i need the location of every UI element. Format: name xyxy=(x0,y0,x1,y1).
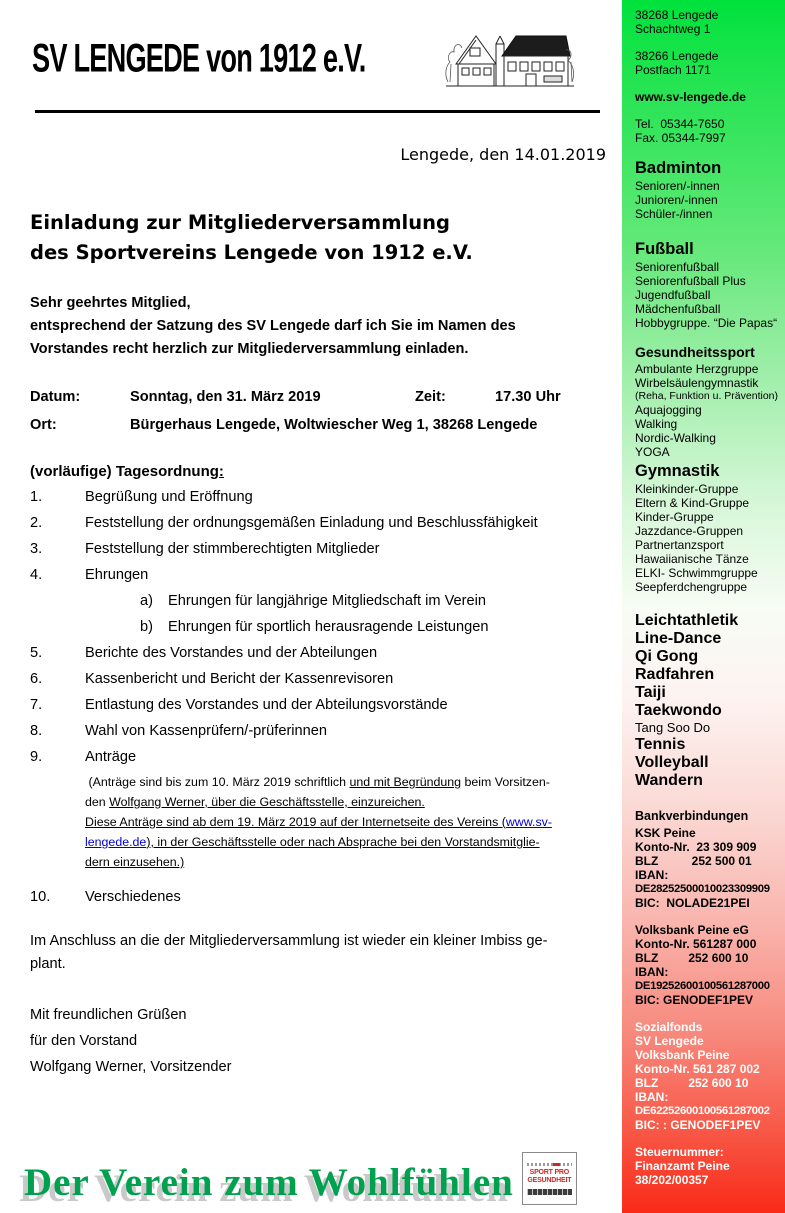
sidebar-block xyxy=(635,343,782,459)
ort-value: Bürgerhaus Lengede, Woltwiescher Weg 1, 38268 Lengede xyxy=(130,417,538,433)
sidebar-line: Taekwondo xyxy=(635,702,722,719)
sidebar-line: ELKI- Schwimmgruppe xyxy=(635,566,758,580)
sidebar-line: 38266 Lengede xyxy=(635,49,719,63)
zeit-value: 17.30 Uhr xyxy=(495,389,561,405)
note-text: ), in der Geschäftsstelle oder nach Absprache bei den Vorstandsmitglie- xyxy=(146,835,540,849)
datum-value: Sonntag, den 31. März 2019 xyxy=(130,389,321,405)
sidebar-line: Kinder-Gruppe xyxy=(635,510,714,524)
letter-title-line1: Einladung zur Mitgliederversammlung xyxy=(30,211,450,234)
sidebar-line: (Reha, Funktion u. Prävention) xyxy=(635,390,778,402)
closing-line: Wolfgang Werner, Vorsitzender xyxy=(30,1059,232,1075)
sidebar-line: Junioren/-innen xyxy=(635,193,718,207)
agenda-note-line xyxy=(85,852,622,872)
club-logo-text: SV LENGEDE von 1912 e.V. xyxy=(32,36,366,81)
quality-seal-stamp xyxy=(522,1152,577,1205)
agenda-subitem xyxy=(140,588,622,614)
agenda-heading xyxy=(30,463,622,480)
sidebar-line: Schachtweg 1 xyxy=(635,22,711,36)
agenda-item xyxy=(30,536,622,562)
sidebar-line: Wirbelsäulengymnastik xyxy=(635,376,759,390)
sidebar-line: Eltern & Kind-Gruppe xyxy=(635,496,750,510)
sidebar-line: Badminton xyxy=(635,159,722,177)
sidebar-line: Gymnastik xyxy=(635,462,720,480)
meta-ort-row xyxy=(30,411,622,439)
agenda-item-text: Kassenbericht und Bericht der Kassenrevisoren xyxy=(85,671,394,687)
note-text: den xyxy=(85,795,110,809)
note-text: Diese Anträge sind ab dem 19. März 2019 auf der Internetseite des Vereins ( xyxy=(85,815,506,829)
sidebar-block xyxy=(635,808,782,824)
ort-label: Ort: xyxy=(30,417,57,433)
sidebar-block xyxy=(635,826,782,910)
agenda-item-text: Feststellung der ordnungsgemäßen Einladung und Beschlussfähigkeit xyxy=(85,515,538,531)
footer-slogan: Der Verein zum Wohlfühlen xyxy=(24,1161,514,1204)
intro-line: entsprechend der Satzung des SV Lengede darf ich Sie im Namen des xyxy=(30,318,516,334)
sidebar-line: SV Lengede xyxy=(635,1034,704,1048)
sidebar-line: Kleinkinder-Gruppe xyxy=(635,482,739,496)
sidebar-line: Schüler-/innen xyxy=(635,207,713,221)
sidebar-line: IBAN: xyxy=(635,868,669,882)
sidebar-line: Volksbank Peine xyxy=(635,1048,730,1062)
agenda-item-number: 5. xyxy=(30,645,43,661)
meta-datum-row xyxy=(30,383,622,411)
sidebar-line: Hawaiianische Tänze xyxy=(635,552,749,566)
sidebar-line: Qi Gong xyxy=(635,648,699,665)
datum-label: Datum: xyxy=(30,389,81,405)
sidebar-line: Postfach 1171 xyxy=(635,63,711,77)
sidebar-line: Leichtathletik xyxy=(635,612,739,629)
agenda-list xyxy=(30,484,622,910)
agenda-heading-text: (vorläufige) Tagesordnun xyxy=(30,463,210,480)
agenda-item xyxy=(30,484,622,510)
agenda-item-text: Ehrungen xyxy=(85,567,149,583)
agenda-note xyxy=(85,772,622,872)
note-link[interactable]: lengede.de xyxy=(85,835,147,849)
sidebar-line: Nordic-Walking xyxy=(635,431,716,445)
sidebar-line: IBAN: xyxy=(635,965,669,979)
clubhouse-illustration xyxy=(440,24,580,98)
intro-paragraph xyxy=(30,292,622,361)
sidebar-line: www.sv-lengede.de xyxy=(635,90,746,104)
sidebar-line: 38268 Lengede xyxy=(635,8,719,22)
agenda-item xyxy=(30,640,622,666)
sidebar-line: Mädchenfußball xyxy=(635,302,721,316)
agenda-item-number: 6. xyxy=(30,671,43,687)
sidebar-line: Tang Soo Do xyxy=(635,720,711,735)
zeit-label: Zeit: xyxy=(415,389,446,405)
imbiss-line: Im Anschluss an die der Mitgliederversammlung ist wieder ein kleiner Imbiss ge- xyxy=(30,933,548,949)
closing-line: Mit freundlichen Grüßen xyxy=(30,1007,187,1023)
agenda-item-number: 10. xyxy=(30,889,51,905)
sidebar-block xyxy=(635,612,782,790)
sidebar-line: Seepferdchengruppe xyxy=(635,580,748,594)
agenda-item-text: Verschiedenes xyxy=(85,889,181,905)
agenda-item-number: 9. xyxy=(30,749,43,765)
sidebar-line: Fax. 05344-7997 xyxy=(635,131,726,145)
intro-line: Sehr geehrtes Mitglied, xyxy=(30,295,191,311)
sidebar-block xyxy=(635,49,782,77)
sidebar-line: KSK Peine xyxy=(635,826,696,840)
agenda-item-text: Entlastung des Vorstandes und der Abteilungsvorstände xyxy=(85,697,448,713)
sidebar-line: BLZ 252 600 10 xyxy=(635,1076,749,1090)
sidebar-line: Jazzdance-Gruppen xyxy=(635,524,744,538)
sidebar-line: Fußball xyxy=(635,240,694,258)
intro-line: Vorstandes recht herzlich zur Mitgliederversammlung einladen. xyxy=(30,341,469,357)
agenda-note-line xyxy=(85,812,622,832)
letter-title xyxy=(30,208,622,268)
sidebar-line: BIC: : GENODEF1PEV xyxy=(635,1118,761,1132)
sidebar-line: DE28252500010023309909 xyxy=(635,883,770,895)
note-text: Wolfgang Werner, über die Geschäftsstelle, einzureichen. xyxy=(109,795,425,809)
agenda-note-line xyxy=(85,832,622,852)
sidebar-block xyxy=(635,8,782,36)
stamp-text-line2: GESUNDHEIT xyxy=(527,1176,572,1184)
note-text: (Anträge sind bis zum 10. März 2019 schriftlich xyxy=(85,775,350,789)
agenda-item xyxy=(30,718,622,744)
sidebar-line: Finanzamt Peine xyxy=(635,1159,730,1173)
sidebar-block xyxy=(635,1020,782,1132)
imbiss-paragraph xyxy=(30,930,622,976)
sidebar-line: Partnertanzsport xyxy=(635,538,724,552)
agenda-item-text: Feststellung der stimmberechtigten Mitglieder xyxy=(85,541,380,557)
agenda-subitem-text: Ehrungen für sportlich herausragende Leistungen xyxy=(168,619,489,635)
sidebar-line: Line-Dance xyxy=(635,630,722,647)
agenda-item-text: Berichte des Vorstandes und der Abteilungen xyxy=(85,645,378,661)
agenda-item-text: Wahl von Kassenprüfern/-prüferinnen xyxy=(85,723,328,739)
agenda-item xyxy=(30,692,622,718)
sidebar-line: BIC: NOLADE21PEI xyxy=(635,896,750,910)
sidebar-block xyxy=(635,239,782,330)
sidebar-line: BIC: GENODEF1PEV xyxy=(635,993,754,1007)
sidebar-line: Tennis xyxy=(635,736,686,753)
agenda-note-line xyxy=(85,772,622,792)
sidebar-line: Walking xyxy=(635,417,678,431)
agenda-item-number: 4. xyxy=(30,567,43,583)
sidebar-line: Tel. 05344-7650 xyxy=(635,117,725,131)
agenda-subitem xyxy=(140,614,622,640)
sidebar-line: Bankverbindungen xyxy=(635,809,749,823)
sidebar-line: Volksbank Peine eG xyxy=(635,923,749,937)
agenda-heading-colon: g: xyxy=(209,463,224,480)
note-text: und mit Begründung xyxy=(349,775,462,789)
sidebar-line: IBAN: xyxy=(635,1090,669,1104)
sidebar-line: Jugendfußball xyxy=(635,288,711,302)
agenda-item-number: 2. xyxy=(30,515,43,531)
sidebar-line: Konto-Nr. 561 287 002 xyxy=(635,1062,760,1076)
agenda-item-number: 7. xyxy=(30,697,43,713)
sidebar-line: Seniorenfußball Plus xyxy=(635,274,746,288)
letterhead xyxy=(32,24,580,98)
sidebar-line: Steuernummer: xyxy=(635,1145,724,1159)
sidebar-line: Sozialfonds xyxy=(635,1020,703,1034)
page-footer xyxy=(24,1152,572,1205)
sidebar-line: Hobbygruppe. “Die Papas“ xyxy=(635,316,778,330)
sidebar-line: Senioren/-innen xyxy=(635,179,720,193)
agenda-item-text: Begrüßung und Eröffnung xyxy=(85,489,253,505)
sidebar-block xyxy=(635,461,782,594)
agenda-item xyxy=(30,744,622,770)
sidebar xyxy=(622,0,785,1213)
note-text: beim Vorsitzen- xyxy=(461,775,550,789)
agenda-item-number: 8. xyxy=(30,723,43,739)
meeting-meta xyxy=(30,383,622,439)
agenda-subitem-marker: a) xyxy=(140,593,153,609)
agenda-note-line xyxy=(85,792,622,812)
stamp-microtext-top xyxy=(527,1163,572,1166)
sidebar-line: Seniorenfußball xyxy=(635,260,720,274)
sidebar-line: Konto-Nr. 23 309 909 xyxy=(635,840,757,854)
imbiss-line: plant. xyxy=(30,956,66,972)
sidebar-line: Gesundheitssport xyxy=(635,344,755,360)
sidebar-line: DE62252600100561287002 xyxy=(635,1105,770,1117)
agenda-item xyxy=(30,884,622,910)
sidebar-line: Konto-Nr. 561287 000 xyxy=(635,937,757,951)
sidebar-line: Wandern xyxy=(635,772,703,789)
sidebar-line: BLZ 252 500 01 xyxy=(635,854,752,868)
sidebar-line: Volleyball xyxy=(635,754,709,771)
club-logo xyxy=(32,36,420,81)
sidebar-line: Aquajogging xyxy=(635,403,702,417)
agenda-item-number: 3. xyxy=(30,541,43,557)
sidebar-block xyxy=(635,1145,782,1187)
note-link[interactable]: www.sv- xyxy=(505,815,552,829)
sidebar-block xyxy=(635,923,782,1007)
sidebar-line: Taiji xyxy=(635,684,666,701)
stamp-text-line1: SPORT PRO xyxy=(529,1168,570,1176)
sidebar-line: Ambulante Herzgruppe xyxy=(635,362,759,376)
sidebar-block xyxy=(635,117,782,145)
sidebar-line: YOGA xyxy=(635,445,670,459)
closing-paragraph xyxy=(30,1002,622,1080)
agenda-item xyxy=(30,562,622,588)
stamp-microtext-bottom xyxy=(527,1189,572,1195)
dateline: Lengede, den 14.01.2019 xyxy=(400,145,606,164)
agenda-item-text: Anträge xyxy=(85,749,137,765)
letterhead-rule xyxy=(35,110,600,113)
sidebar-line: DE19252600100561287000 xyxy=(635,980,770,992)
sidebar-line: 38/202/00357 xyxy=(635,1173,709,1187)
agenda-item xyxy=(30,666,622,692)
note-text: dern einzusehen.) xyxy=(85,855,185,869)
agenda-item xyxy=(30,510,622,536)
sidebar-line: BLZ 252 600 10 xyxy=(635,951,749,965)
sidebar-line: Radfahren xyxy=(635,666,715,683)
letter-title-line2: des Sportvereins Lengede von 1912 e.V. xyxy=(30,241,473,264)
agenda-subitem-marker: b) xyxy=(140,619,153,635)
sidebar-block xyxy=(635,158,782,221)
sidebar-block xyxy=(635,90,782,104)
agenda-subitem-text: Ehrungen für langjährige Mitgliedschaft im Verein xyxy=(168,593,486,609)
closing-line: für den Vorstand xyxy=(30,1033,138,1049)
agenda-item-number: 1. xyxy=(30,489,43,505)
